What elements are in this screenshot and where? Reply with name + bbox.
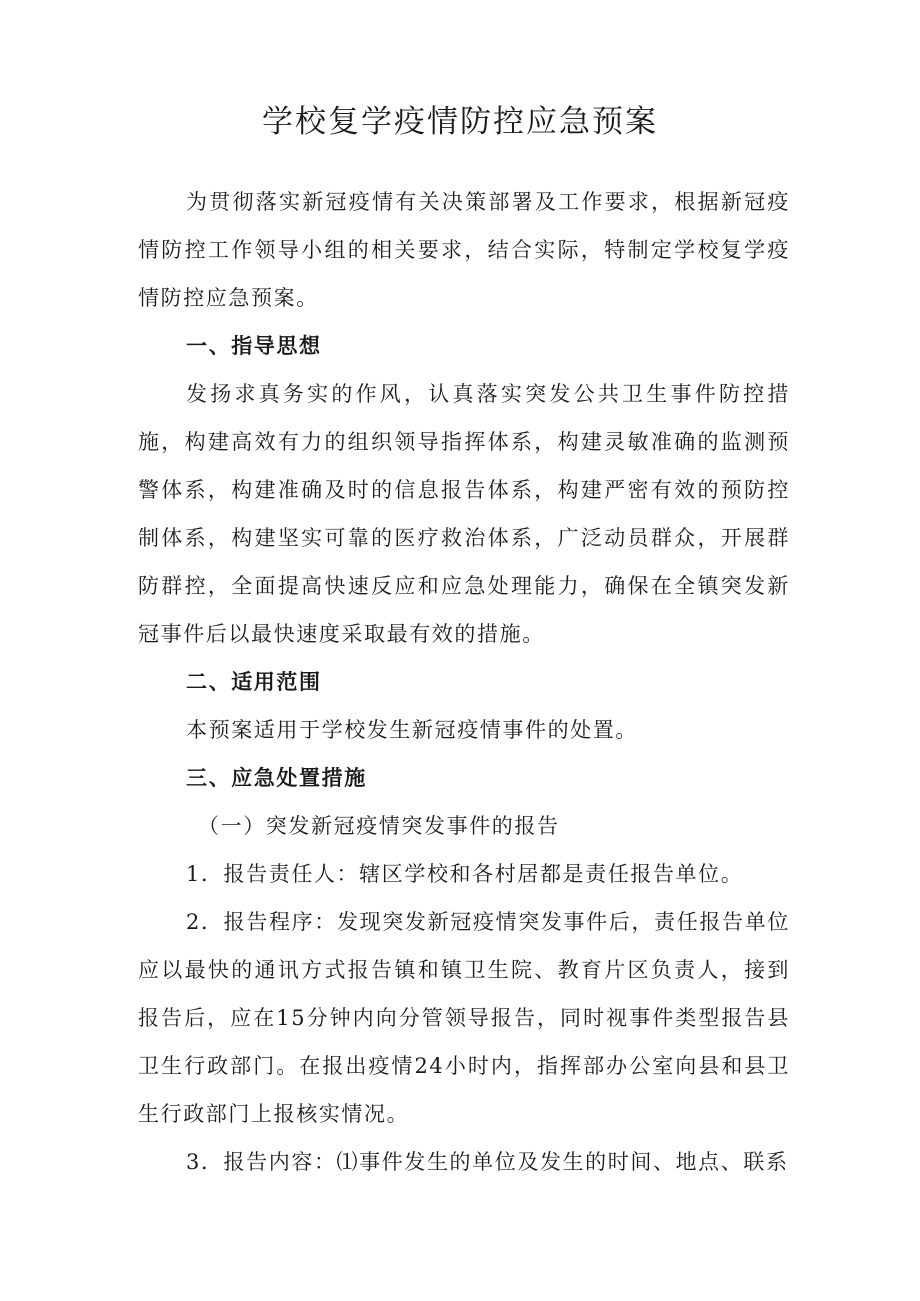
- section-heading-emergency-measures: 三、应急处置措施: [186, 766, 367, 790]
- subsection-heading-reporting: （一）突发新冠疫情突发事件的报告: [198, 814, 560, 838]
- list-item: 3．报告内容：⑴事件发生的单位及发生的时间、地点、联系: [186, 1150, 789, 1174]
- document-title: 学校复学疫情防控应急预案: [262, 104, 658, 140]
- section-paragraph-scope: 本预案适用于学校发生新冠疫情事件的处置。: [186, 718, 638, 742]
- section-heading-guiding-ideology: 一、指导思想: [186, 334, 322, 358]
- section-heading-scope: 二、适用范围: [186, 670, 322, 694]
- list-item: 1．报告责任人：辖区学校和各村居都是责任报告单位。: [186, 862, 744, 886]
- document-body: [138, 178, 790, 1186]
- intro-paragraph: 为贯彻落实新冠疫情有关决策部署及工作要求，根据新冠疫情防控工作领导小组的相关要求，结合实际，特制定学校复学疫情防控应急预案。: [138, 190, 790, 310]
- list-item: 2．报告程序：发现突发新冠疫情突发事件后，责任报告单位应以最快的通讯方式报告镇和镇卫生院、教育片区负责人，接到报告后，应在15分钟内向分管领导报告，同时视事件类型报告县卫生行政部门。在报出疫情24小时内，指挥部办公室向县和县卫生行政部门上报核实情况。: [138, 910, 790, 1126]
- section-paragraph-guiding-ideology: 发扬求真务实的作风，认真落实突发公共卫生事件防控措施，构建高效有力的组织领导指挥体系，构建灵敏准确的监测预警体系，构建准确及时的信息报告体系，构建严密有效的预防控制体系，构建坚实可靠的医疗救治体系，广泛动员群众，开展群防群控，全面提高快速反应和应急处理能力，确保在全镇突发新冠事件后以最快速度采取最有效的措施。: [138, 382, 790, 646]
